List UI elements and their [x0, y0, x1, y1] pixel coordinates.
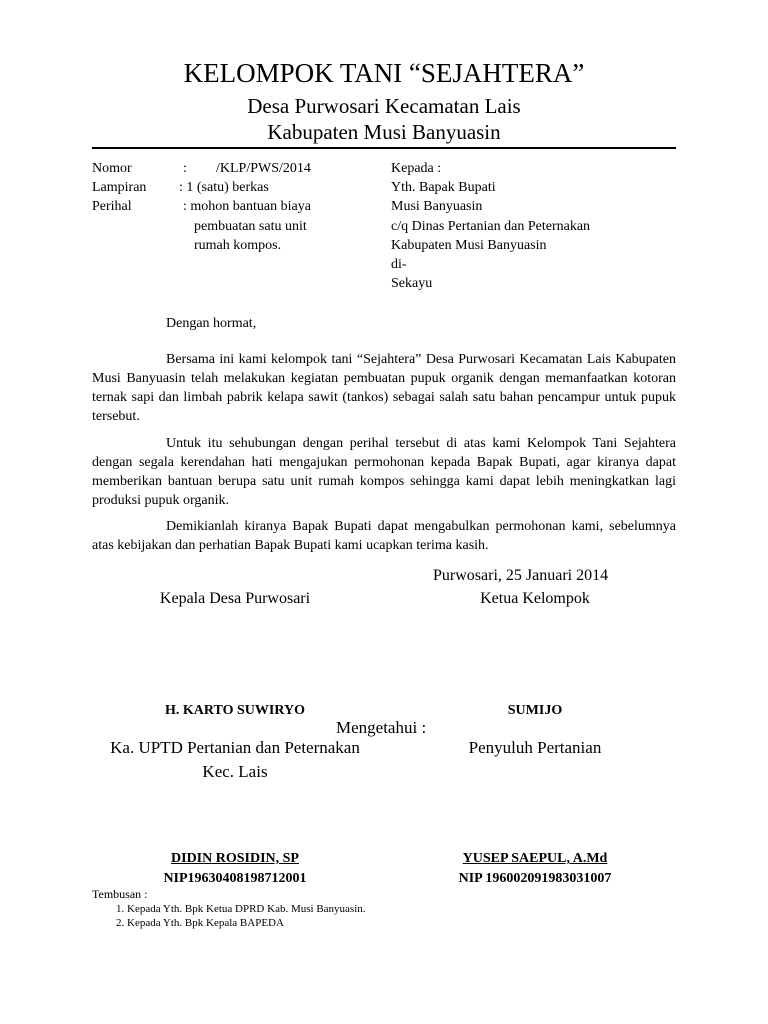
lampiran-value: : 1 (satu) berkas [179, 180, 269, 195]
right2-role: Penyuluh Pertanian [468, 738, 602, 757]
recipient-line: Yth. Bapak Bupati [391, 180, 496, 195]
greeting: Dengan hormat, [166, 316, 257, 331]
nomor-value: /KLP/PWS/2014 [216, 161, 311, 176]
tembusan-label: Tembusan : [92, 887, 148, 901]
body-paragraph-2 [92, 434, 676, 510]
perihal-label: Perihal [92, 199, 132, 214]
tembusan-item: 2. Kepada Yth. Bpk Kepala BAPEDA [127, 916, 366, 930]
recipient-line: di- [391, 257, 407, 272]
perihal-line3: rumah kompos. [194, 238, 282, 253]
mengetahui-label: Mengetahui : [336, 718, 427, 737]
recipient-line: Musi Banyuasin [391, 199, 483, 214]
recipient-line: Kabupaten Musi Banyuasin [391, 238, 547, 253]
left2-signatory-name: DIDIN ROSIDIN, SP [171, 851, 299, 866]
right-signatory-role: Ketua Kelompok [480, 590, 590, 607]
left-signatory-role: Kepala Desa Purwosari [159, 590, 311, 607]
right-signatory-name: SUMIJO [507, 703, 563, 718]
body-paragraph-1 [92, 350, 676, 426]
tembusan-item: 1. Kepada Yth. Bpk Ketua DPRD Kab. Musi Banyuasin. [127, 902, 366, 916]
recipient-line: Kepada : [391, 161, 442, 176]
left2-signatory-nip: NIP19630408198712001 [163, 871, 307, 886]
nomor-separator: : [183, 161, 187, 176]
left2-role-line1: Ka. UPTD Pertanian dan Peternakan [110, 738, 360, 757]
letterhead-title: KELOMPOK TANI “SEJAHTERA” [183, 58, 585, 88]
place-date: Purwosari, 25 Januari 2014 [433, 567, 609, 584]
perihal-line1: : mohon bantuan biaya [183, 199, 311, 214]
letterhead-divider [92, 147, 676, 149]
right2-signatory-nip: NIP 196002091983031007 [458, 871, 612, 886]
left-signatory-name: H. KARTO SUWIRYO [165, 703, 305, 718]
tembusan-list [92, 902, 366, 930]
perihal-line2: pembuatan satu unit [194, 219, 307, 234]
letterhead-regency: Kabupaten Musi Banyuasin [267, 120, 501, 144]
left2-role-line2: Kec. Lais [202, 762, 268, 781]
lampiran-label: Lampiran [92, 180, 147, 195]
paragraph-text: Untuk itu sehubungan dengan perihal tersebut di atas kami Kelompok Tani Sejahtera dengan segala kerendahan hati mengajukan permohonan kepada Bapak Bupati, agar kiranya dapat memberikan bantuan berupa satu unit rumah kompos sehingga kami dapat lebih meningkatkan lagi produksi pupuk organik. [92, 436, 676, 508]
paragraph-text: Demikianlah kiranya Bapak Bupati dapat mengabulkan permohonan kami, sebelumnya atas kebijakan dan perhatian Bapak Bupati kami ucapkan terima kasih. [92, 519, 676, 553]
recipient-line: Sekayu [391, 276, 433, 291]
nomor-label: Nomor [92, 161, 132, 176]
letterhead-village: Desa Purwosari Kecamatan Lais [247, 94, 521, 118]
recipient-line: c/q Dinas Pertanian dan Peternakan [391, 219, 591, 234]
right2-signatory-name: YUSEP SAEPUL, A.Md [462, 851, 608, 866]
paragraph-text: Bersama ini kami kelompok tani “Sejahtera” Desa Purwosari Kecamatan Lais Kabupaten Musi Banyuasin telah melakukan kegiatan pembuatan pupuk organik dengan memanfaatkan kotoran ternak sapi dan limbah pabrik kelapa sawit (tankos) sebagai salah satu bahan pencampur untuk pupuk tersebut. [92, 352, 676, 424]
body-paragraph-3 [92, 517, 676, 555]
